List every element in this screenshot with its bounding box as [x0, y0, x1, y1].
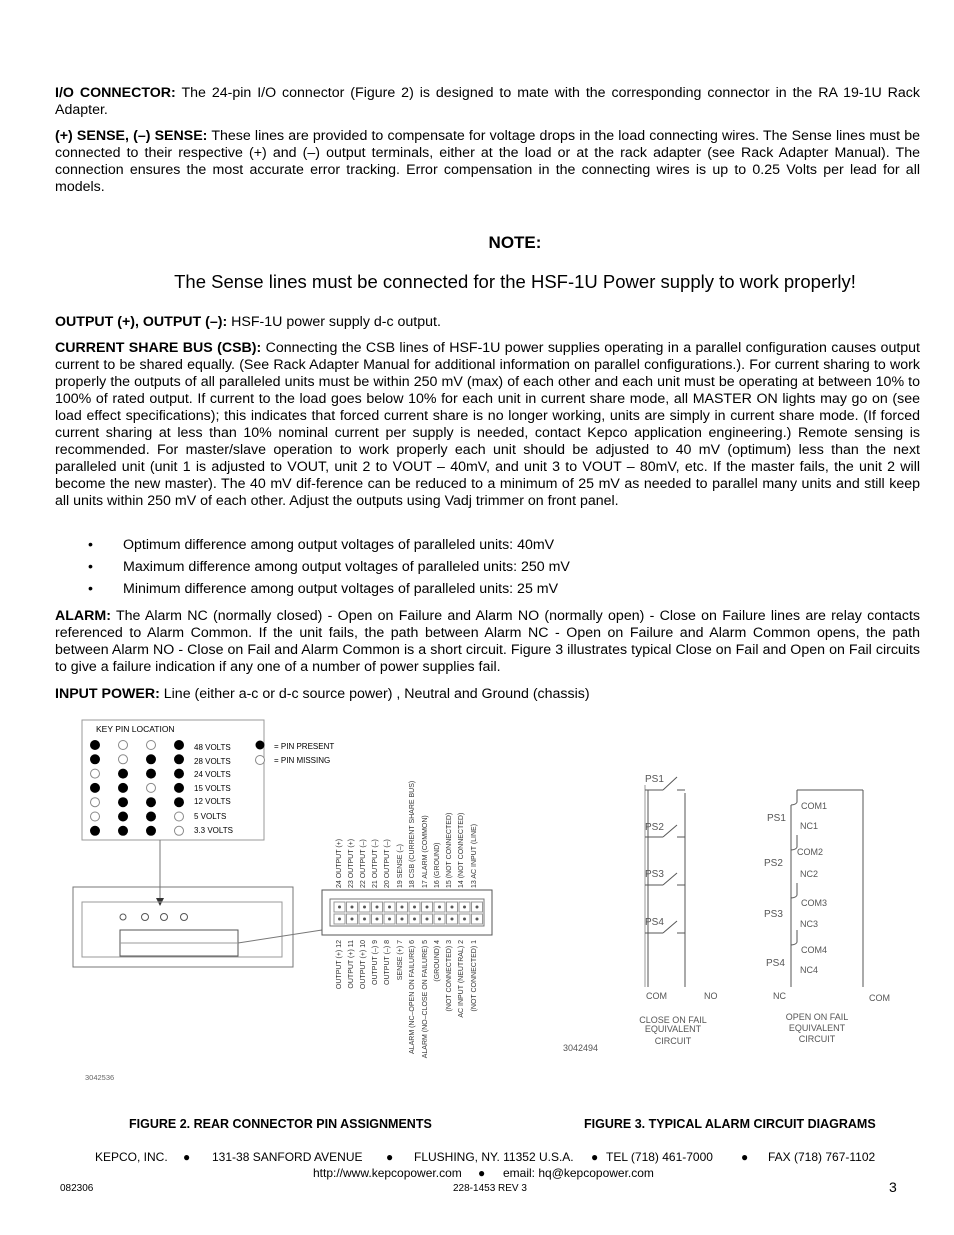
- pin-label: OUTPUT (+) 11: [348, 940, 355, 989]
- key-pin: [91, 783, 100, 792]
- volt-label: 3.3 VOLTS: [194, 826, 233, 835]
- com-label: COM4: [801, 945, 828, 955]
- alarm-label: ALARM:: [55, 608, 111, 624]
- key-pin: [119, 798, 128, 807]
- page-number: 3: [889, 1179, 897, 1195]
- screw-icon: [161, 914, 168, 921]
- key-pin: [91, 741, 100, 750]
- pin-label: 18 CSB (CURRENT SHARE BUS): [409, 780, 416, 888]
- key-pin: [147, 755, 156, 764]
- footer-url: http://www.kepcopower.com: [313, 1166, 462, 1180]
- connector-pin-hole: [426, 918, 429, 921]
- bullet-dot-icon: ●: [386, 1150, 394, 1164]
- bottom-pin-labels: [336, 940, 478, 1058]
- pin-label: 13 AC INPUT (LINE): [471, 823, 478, 888]
- output-paragraph: OUTPUT (+), OUTPUT (–): HSF-1U power supply d-c output.: [55, 314, 441, 330]
- bullet-dot-icon: ●: [478, 1166, 486, 1180]
- com-label: COM1: [801, 801, 828, 811]
- ps-label: PS3: [645, 869, 664, 880]
- input-power-paragraph: INPUT POWER: Line (either a-c or d-c source power) , Neutral and Ground (chassis): [55, 686, 590, 702]
- connector-pin-grid: [334, 902, 483, 924]
- alarm-paragraph: ALARM: The Alarm NC (normally closed) - Open on Failure and Alarm NO (normally open) - Close on Failure lines are relay contacts referenced to Alarm Common. If the unit fails, the path between Alarm NC - Open on Failure and Alarm Common opens, the path between Alarm NO - Close on Fail and Alarm Common is a short circuit. Figure 3 illustrates typical Close on Fail and Open on Fail circuits to give a failure indication if any one of a number of power supplies fail.: [55, 608, 920, 675]
- connector-pin-hole: [351, 918, 354, 921]
- pin-label: OUTPUT (+) 12: [336, 940, 343, 990]
- note-heading: NOTE:: [488, 233, 542, 252]
- drawing-number: 3042494: [563, 1043, 599, 1053]
- pin-label: ALARM (NO–CLOSE ON FAILURE) 5: [422, 940, 429, 1059]
- pin-label: ALARM (NC–OPEN ON FAILURE) 6: [409, 940, 416, 1054]
- output-label: OUTPUT (+), OUTPUT (–):: [55, 314, 228, 330]
- volt-label: 28 VOLTS: [194, 757, 231, 766]
- pin-label: AC INPUT (NEUTRAL) 2: [458, 940, 465, 1018]
- nc-label: NC3: [800, 919, 819, 929]
- open-on-fail-label: EQUIVALENT: [788, 1023, 846, 1033]
- footer-address: 131-38 SANFORD AVENUE: [212, 1150, 363, 1164]
- key-pin: [175, 826, 184, 835]
- drawing-number: 3042536: [85, 1073, 115, 1082]
- key-pin: [119, 755, 128, 764]
- key-pin-title: KEY PIN LOCATION: [96, 724, 175, 734]
- volt-label: 12 VOLTS: [194, 797, 231, 806]
- pin-label: 14 (NOT CONNECTED): [458, 812, 465, 888]
- key-pin: [147, 741, 156, 750]
- ps-label: PS2: [645, 822, 664, 833]
- pointer-line: [238, 930, 322, 943]
- note-text: The Sense lines must be connected for the HSF-1U Power supply to work properly!: [174, 271, 856, 292]
- pin-label: OUTPUT (+) 10: [360, 940, 367, 990]
- open-on-fail-circuit: [791, 790, 863, 987]
- connector-pin-hole: [401, 906, 404, 909]
- connector-pin-hole: [476, 918, 479, 921]
- connector-pin-hole: [376, 906, 379, 909]
- list-item: • Maximum difference among output voltages of paralleled units: 250 mV: [88, 559, 570, 575]
- close-on-fail-circuit: [645, 777, 685, 987]
- pin-label: 16 (GROUND): [434, 842, 441, 888]
- ps-label: PS4: [645, 917, 664, 928]
- nc-label: NC1: [800, 821, 819, 831]
- key-pin-grid: [91, 741, 184, 836]
- relay-contact-icon: [791, 790, 797, 805]
- bullet-dot-icon: ●: [183, 1150, 191, 1164]
- pin-label: 22 OUTPUT (–): [360, 839, 367, 888]
- csb-label: CURRENT SHARE BUS (CSB):: [55, 340, 262, 356]
- key-pin: [119, 783, 128, 792]
- pin-label: (NOT CONNECTED) 3: [446, 940, 453, 1012]
- connector-pin-hole: [376, 918, 379, 921]
- key-pin: [147, 783, 156, 792]
- figure-3-diagram: [555, 765, 905, 1060]
- screw-icon: [142, 914, 149, 921]
- io-connector-label: I/O CONNECTOR:: [55, 85, 176, 101]
- footer-email: email: hq@kepcopower.com: [503, 1166, 654, 1180]
- pin-label: (NOT CONNECTED) 1: [471, 940, 478, 1012]
- csb-paragraph: CURRENT SHARE BUS (CSB): Connecting the CSB lines of HSF-1U power supplies operating in a parallel configuration causes output current to be shared equally. (See Rack Adapter Manual for additional information on parallel configurations.). For current sharing to work properly the outputs of all paralleled units must be within 250 mV (max) of each other and each unit must be operating at between 10% to 100% of rated output. If current to the load goes below 10% for each unit in current share mode, all MASTER ON lights may go on (see load effect specifications); this indicates that forced current share is no longer working, units are simply in current share mode. (If forced current sharing at less than 10% nominal current per supply is needed, contact Kepco application engineering.) Remote sensing is recommended. For master/slave operation to work properly each unit should be adjusted to 40 mV (optimum) less than the next paralleled unit (unit 1 is adjusted to VOUT, unit 2 to VOUT – 40mV, and unit 3 to VOUT – 80mV, etc. If the master fails, the unit 2 will become the new master). The 40 mV dif-ference can be reduced to a minimum of 25 mV as needed to parallel many units and still keep all units within 250 mV of each other. Adjust the outputs using Vadj trimmer on front panel.: [55, 340, 920, 509]
- pin-label: 19 SENSE (–): [397, 844, 404, 888]
- screw-icon: [181, 914, 188, 921]
- connector-pin-hole: [338, 906, 341, 909]
- connector-pin-hole: [351, 906, 354, 909]
- connector-pin-hole: [438, 906, 441, 909]
- close-on-fail-label: CIRCUIT: [654, 1036, 692, 1046]
- pin-label: 15 (NOT CONNECTED): [446, 812, 453, 888]
- volt-labels: [194, 743, 233, 835]
- key-pin: [119, 826, 128, 835]
- pin-label: OUTPUT (–) 8: [384, 940, 391, 985]
- key-pin-box: [82, 720, 264, 840]
- key-pin: [147, 826, 156, 835]
- key-pin: [175, 783, 184, 792]
- connector-pin-hole: [388, 918, 391, 921]
- volt-label: 48 VOLTS: [194, 743, 231, 752]
- key-pin: [147, 812, 156, 821]
- connector-pin-hole: [401, 918, 404, 921]
- io-connector-paragraph: I/O CONNECTOR: The 24-pin I/O connector (Figure 2) is designed to mate with the corresponding connector in the RA 19-1U Rack Adapter.: [55, 85, 920, 118]
- figure-2-caption: FIGURE 2. REAR CONNECTOR PIN ASSIGNMENTS: [129, 1117, 432, 1131]
- ps-label: PS4: [766, 958, 785, 969]
- sense-label: (+) SENSE, (–) SENSE:: [55, 128, 208, 144]
- switch-icon: [663, 825, 677, 837]
- key-pin: [175, 812, 184, 821]
- screw-icon: [120, 914, 126, 920]
- key-pin: [175, 755, 184, 764]
- connector-pin-hole: [363, 918, 366, 921]
- com-label: COM: [869, 993, 890, 1003]
- bullet-list: [88, 537, 570, 603]
- key-pin: [91, 826, 100, 835]
- key-pin: [175, 798, 184, 807]
- connector-pin-hole: [476, 906, 479, 909]
- pin-label: (GROUND) 4: [434, 940, 441, 982]
- key-pin: [91, 755, 100, 764]
- rear-panel: [73, 887, 293, 967]
- connector-pin-hole: [438, 918, 441, 921]
- key-pin: [147, 798, 156, 807]
- pin-label: 24 OUTPUT (+): [336, 838, 343, 888]
- open-on-fail-label: OPEN ON FAIL: [785, 1012, 849, 1022]
- list-item: • Optimum difference among output voltages of paralleled units: 40mV: [88, 537, 555, 553]
- close-on-fail-label: EQUIVALENT: [644, 1024, 702, 1034]
- key-pin: [175, 769, 184, 778]
- connector-pin-hole: [338, 918, 341, 921]
- ps-label: PS1: [767, 813, 786, 824]
- pin-label: 21 OUTPUT (–): [372, 839, 379, 888]
- nc-label: NC4: [800, 965, 819, 975]
- key-pin: [147, 769, 156, 778]
- connector-pin-hole: [413, 918, 416, 921]
- volt-label: 15 VOLTS: [194, 784, 231, 793]
- sense-paragraph: (+) SENSE, (–) SENSE: These lines are provided to compensate for voltage drops in the load connecting wires. The Sense lines must be connected to their respective (+) and (–) output terminals, either at the load or at the rack adapter (see Rack Adapter Manual). The connection ensures the most accurate error tracking. Error compensation in the connecting wires is up to 0.25 Volts per lead for all models.: [55, 128, 920, 195]
- pin-label: 23 OUTPUT (+): [348, 838, 355, 888]
- nc-label: NC: [773, 991, 786, 1001]
- no-label: NO: [704, 991, 718, 1001]
- footer-city: FLUSHING, NY. 11352 U.S.A.: [414, 1150, 574, 1164]
- footer-doc-number: 228-1453 REV 3: [453, 1183, 527, 1194]
- connector-pin-hole: [388, 906, 391, 909]
- nc-label: NC2: [800, 869, 819, 879]
- volt-label: 5 VOLTS: [194, 812, 227, 821]
- key-pin: [119, 812, 128, 821]
- footer-date: 082306: [60, 1183, 94, 1194]
- key-pin: [119, 769, 128, 778]
- connector-pin-hole: [463, 918, 466, 921]
- com-label: COM3: [801, 898, 828, 908]
- key-pin: [175, 741, 184, 750]
- pin-label: 17 ALARM (COMMON): [422, 815, 429, 888]
- ps-label: PS2: [764, 858, 783, 869]
- pin-label: OUTPUT (–) 9: [372, 940, 379, 985]
- relay-contact-icon: [791, 930, 797, 945]
- switch-icon: [663, 777, 677, 790]
- key-pin: [119, 741, 128, 750]
- ps-label: PS1: [645, 774, 664, 785]
- footer-tel: TEL (718) 461-7000: [606, 1150, 713, 1164]
- legend-missing: = PIN MISSING: [274, 756, 331, 765]
- connector-pin-hole: [451, 918, 454, 921]
- connector-pin-hole: [413, 906, 416, 909]
- top-pin-labels: [336, 781, 478, 888]
- ps-label: PS3: [764, 909, 783, 920]
- connector-pin-hole: [426, 906, 429, 909]
- close-on-fail-label: CLOSE ON FAIL: [639, 1015, 707, 1025]
- pin-label: SENSE (+) 7: [397, 940, 404, 981]
- connector-pin-hole: [463, 906, 466, 909]
- key-pin: [91, 769, 100, 778]
- connector-pin-hole: [451, 906, 454, 909]
- com-label: COM2: [797, 847, 824, 857]
- figure-3-caption: FIGURE 3. TYPICAL ALARM CIRCUIT DIAGRAMS: [584, 1117, 876, 1131]
- legend-present: = PIN PRESENT: [274, 742, 335, 751]
- list-item: • Minimum difference among output voltages of paralleled units: 25 mV: [88, 581, 559, 597]
- switch-icon: [663, 873, 677, 885]
- footer-company: KEPCO, INC.: [95, 1150, 168, 1164]
- figure-2-diagram: [60, 712, 510, 1102]
- input-power-label: INPUT POWER:: [55, 686, 160, 702]
- pin-present-icon: [256, 741, 265, 750]
- key-pin: [91, 812, 100, 821]
- bullet-dot-icon: ●: [591, 1150, 599, 1164]
- connector-pin-hole: [363, 906, 366, 909]
- bullet-dot-icon: ●: [741, 1150, 749, 1164]
- open-on-fail-label: CIRCUIT: [798, 1034, 836, 1044]
- com-label: COM: [646, 991, 667, 1001]
- key-pin: [91, 798, 100, 807]
- pin-label: 20 OUTPUT (–): [384, 839, 391, 888]
- footer-fax: FAX (718) 767-1102: [768, 1150, 876, 1164]
- relay-contact-icon: [791, 883, 797, 898]
- pin-missing-icon: [256, 756, 265, 765]
- volt-label: 24 VOLTS: [194, 770, 231, 779]
- switch-icon: [663, 921, 677, 933]
